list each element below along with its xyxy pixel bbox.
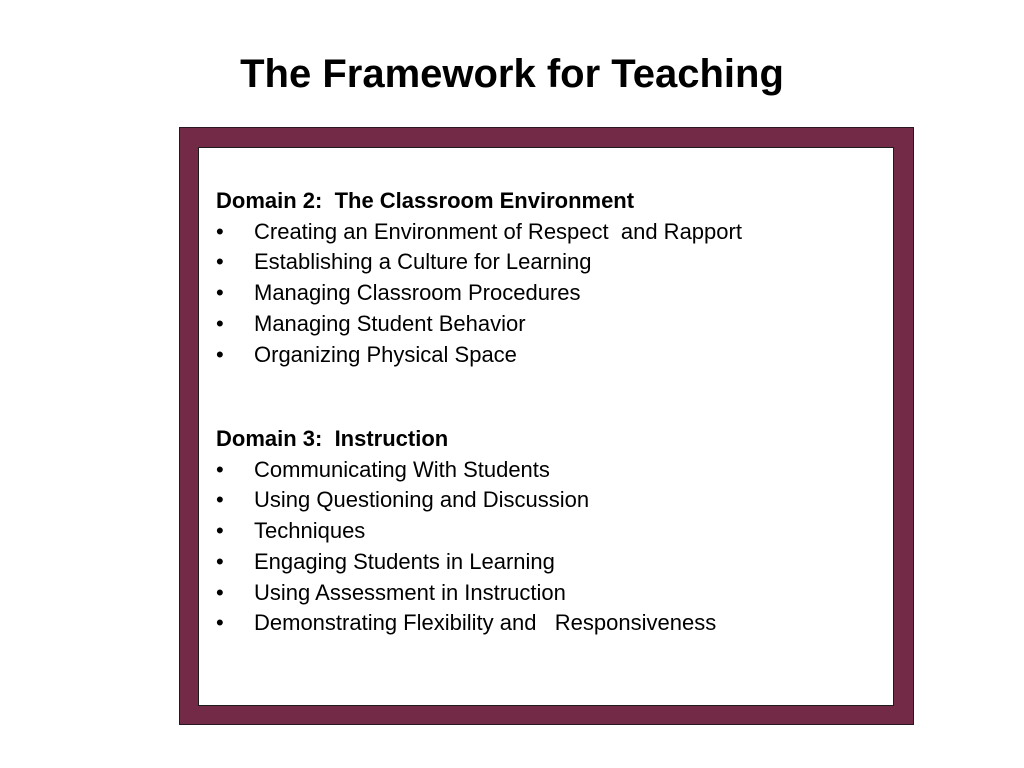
bullet-icon: • bbox=[216, 548, 224, 574]
list-item bbox=[216, 340, 876, 371]
list-item-text: Managing Student Behavior bbox=[254, 310, 526, 336]
bullet-icon: • bbox=[216, 218, 224, 244]
slide-title: The Framework for Teaching bbox=[240, 52, 784, 96]
list-item bbox=[216, 247, 876, 278]
domain-2-heading: Domain 2: The Classroom Environment bbox=[216, 188, 635, 213]
list-item bbox=[216, 278, 876, 309]
bullet-icon: • bbox=[216, 456, 224, 482]
list-item-text: Using Questioning and Discussion bbox=[254, 487, 590, 513]
list-item-text: Using Assessment in Instruction bbox=[254, 579, 566, 605]
list-item bbox=[216, 516, 876, 547]
domain-2-section bbox=[216, 186, 876, 370]
bullet-icon: • bbox=[216, 579, 224, 605]
list-item-text: Communicating With Students bbox=[254, 456, 550, 482]
domain-3-section bbox=[216, 424, 876, 639]
list-item-text: Engaging Students in Learning bbox=[254, 548, 555, 574]
domain-3-list bbox=[216, 455, 876, 639]
list-item-text: Creating an Environment of Respect and Rapport bbox=[254, 218, 742, 244]
bullet-icon: • bbox=[216, 249, 224, 275]
list-item-text: Organizing Physical Space bbox=[254, 341, 517, 367]
list-item bbox=[216, 608, 876, 639]
domain-3-heading: Domain 3: Instruction bbox=[216, 426, 449, 451]
bullet-icon: • bbox=[216, 341, 224, 367]
bullet-icon: • bbox=[216, 280, 224, 306]
list-item-text: Establishing a Culture for Learning bbox=[254, 249, 592, 275]
bullet-icon: • bbox=[216, 487, 224, 513]
list-item-text: Demonstrating Flexibility and Responsiveness bbox=[254, 610, 717, 636]
list-item-text: Techniques bbox=[254, 518, 366, 544]
list-item bbox=[216, 217, 876, 248]
list-item bbox=[216, 455, 876, 486]
list-item bbox=[216, 578, 876, 609]
domain-2-list bbox=[216, 217, 876, 371]
bullet-icon: • bbox=[216, 310, 224, 336]
bullet-icon: • bbox=[216, 518, 224, 544]
list-item bbox=[216, 309, 876, 340]
list-item bbox=[216, 547, 876, 578]
list-item bbox=[216, 485, 876, 516]
bullet-icon: • bbox=[216, 610, 224, 636]
list-item-text: Managing Classroom Procedures bbox=[254, 280, 581, 306]
